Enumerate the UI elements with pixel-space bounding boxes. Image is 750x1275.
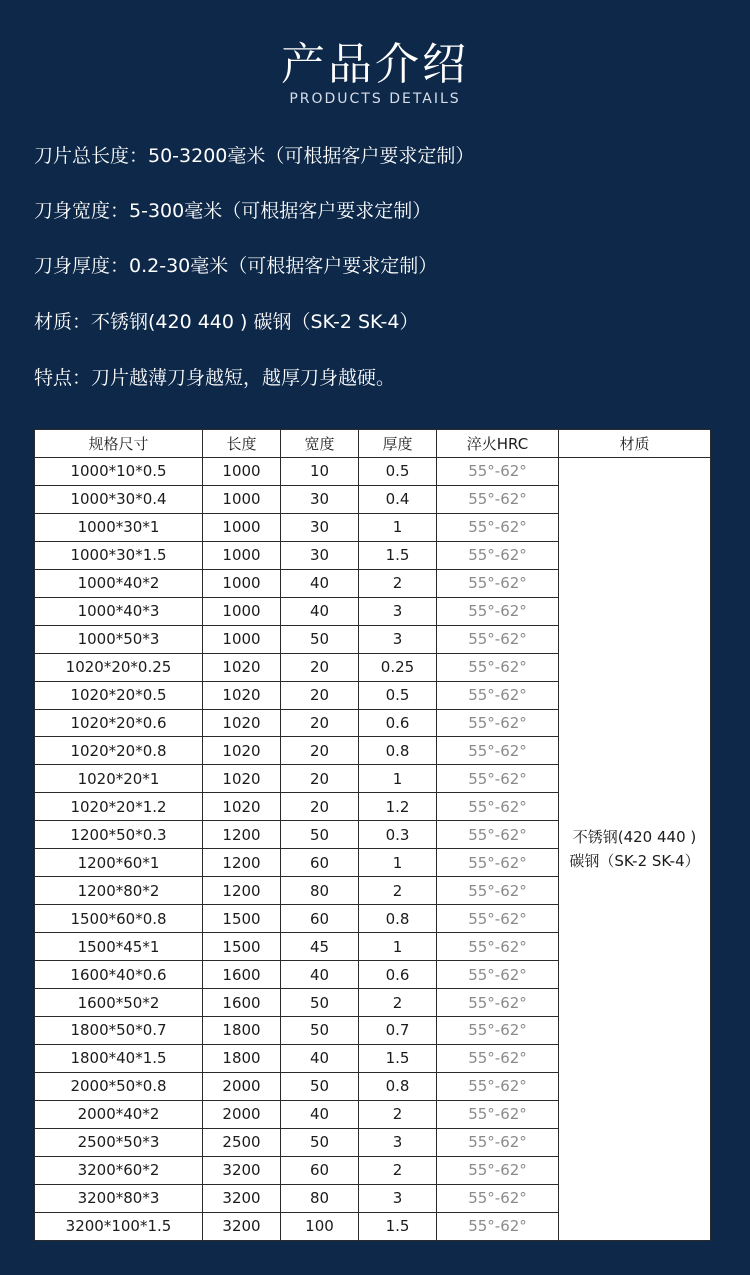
cell-length: 1500 [203,905,281,933]
cell-spec-size: 2000*40*2 [35,1100,203,1128]
cell-thickness: 1 [359,513,437,541]
cell-thickness: 3 [359,1128,437,1156]
cell-spec-size: 1600*40*0.6 [35,961,203,989]
cell-spec-size: 1000*10*0.5 [35,457,203,485]
cell-spec-size: 1200*80*2 [35,877,203,905]
cell-thickness: 1 [359,849,437,877]
cell-length: 1020 [203,737,281,765]
cell-length: 1600 [203,989,281,1017]
spec-blade-thickness: 刀身厚度：0.2-30毫米（可根据客户要求定制） [34,255,438,277]
cell-spec-size: 3200*60*2 [35,1156,203,1184]
table-row [35,457,711,485]
cell-length: 1020 [203,709,281,737]
cell-hrc: 55°-62° [437,597,559,625]
cell-length: 1000 [203,457,281,485]
page-title: 产品介绍 [281,39,469,90]
cell-hrc: 55°-62° [437,569,559,597]
header-hrc: 淬火HRC [437,430,559,458]
cell-thickness: 1 [359,933,437,961]
material-line-stainless: 不锈钢(420 440 ) [572,827,697,846]
cell-thickness: 1.2 [359,793,437,821]
cell-width: 60 [281,1156,359,1184]
cell-hrc: 55°-62° [437,1100,559,1128]
cell-thickness: 1.5 [359,1044,437,1072]
header-length: 长度 [203,430,281,458]
cell-thickness: 3 [359,625,437,653]
table-body [35,457,711,1240]
cell-width: 45 [281,933,359,961]
cell-length: 3200 [203,1184,281,1212]
cell-hrc: 55°-62° [437,1072,559,1100]
cell-thickness: 0.5 [359,681,437,709]
cell-hrc: 55°-62° [437,541,559,569]
cell-length: 2000 [203,1100,281,1128]
cell-width: 50 [281,821,359,849]
cell-width: 30 [281,485,359,513]
header-width: 宽度 [281,430,359,458]
cell-thickness: 2 [359,569,437,597]
cell-hrc: 55°-62° [437,737,559,765]
cell-length: 1200 [203,849,281,877]
cell-width: 50 [281,1128,359,1156]
cell-thickness: 3 [359,597,437,625]
cell-hrc: 55°-62° [437,765,559,793]
spec-material: 材质：不锈钢(420 440 ) 碳钢（SK-2 SK-4） [34,311,419,333]
cell-spec-size: 1000*30*1.5 [35,541,203,569]
header-material: 材质 [559,430,711,458]
cell-width: 10 [281,457,359,485]
cell-width: 80 [281,1184,359,1212]
cell-thickness: 2 [359,1100,437,1128]
spec-blade-length: 刀片总长度：50-3200毫米（可根据客户要求定制） [34,145,475,167]
cell-length: 1020 [203,793,281,821]
cell-width: 20 [281,681,359,709]
cell-length: 2000 [203,1072,281,1100]
cell-spec-size: 1800*40*1.5 [35,1044,203,1072]
cell-thickness: 0.6 [359,709,437,737]
cell-hrc: 55°-62° [437,1184,559,1212]
cell-thickness: 2 [359,877,437,905]
header-thickness: 厚度 [359,430,437,458]
cell-thickness: 2 [359,1156,437,1184]
cell-length: 1600 [203,961,281,989]
cell-thickness: 1.5 [359,1212,437,1240]
cell-hrc: 55°-62° [437,1017,559,1045]
cell-spec-size: 1500*45*1 [35,933,203,961]
cell-length: 1000 [203,597,281,625]
cell-spec-size: 1000*40*2 [35,569,203,597]
cell-thickness: 0.8 [359,1072,437,1100]
cell-length: 1200 [203,877,281,905]
cell-hrc: 55°-62° [437,625,559,653]
cell-thickness: 0.25 [359,653,437,681]
cell-hrc: 55°-62° [437,1044,559,1072]
cell-length: 1000 [203,541,281,569]
cell-hrc: 55°-62° [437,793,559,821]
cell-spec-size: 1000*50*3 [35,625,203,653]
cell-length: 1000 [203,569,281,597]
material-line-carbon: 碳钢（SK-2 SK-4） [569,851,700,870]
cell-width: 50 [281,1072,359,1100]
cell-hrc: 55°-62° [437,961,559,989]
cell-length: 1020 [203,653,281,681]
cell-spec-size: 1000*40*3 [35,597,203,625]
cell-width: 40 [281,597,359,625]
cell-spec-size: 1600*50*2 [35,989,203,1017]
cell-length: 1500 [203,933,281,961]
cell-spec-size: 1000*30*0.4 [35,485,203,513]
cell-width: 80 [281,877,359,905]
cell-width: 30 [281,541,359,569]
cell-spec-size: 1800*50*0.7 [35,1017,203,1045]
cell-length: 1020 [203,681,281,709]
cell-spec-size: 1020*20*0.5 [35,681,203,709]
cell-material [559,457,711,1240]
cell-hrc: 55°-62° [437,989,559,1017]
cell-hrc: 55°-62° [437,653,559,681]
cell-width: 40 [281,1100,359,1128]
cell-hrc: 55°-62° [437,513,559,541]
cell-hrc: 55°-62° [437,485,559,513]
cell-width: 50 [281,625,359,653]
cell-width: 40 [281,961,359,989]
cell-hrc: 55°-62° [437,1212,559,1240]
cell-thickness: 0.8 [359,905,437,933]
cell-length: 2500 [203,1128,281,1156]
spec-table [34,429,711,1241]
cell-length: 1020 [203,765,281,793]
cell-hrc: 55°-62° [437,709,559,737]
cell-spec-size: 1500*60*0.8 [35,905,203,933]
cell-hrc: 55°-62° [437,681,559,709]
cell-width: 40 [281,1044,359,1072]
cell-hrc: 55°-62° [437,457,559,485]
cell-hrc: 55°-62° [437,849,559,877]
page-subtitle: PRODUCTS DETAILS [289,91,461,107]
cell-thickness: 2 [359,989,437,1017]
cell-length: 1200 [203,821,281,849]
cell-width: 20 [281,709,359,737]
cell-width: 20 [281,793,359,821]
cell-spec-size: 3200*100*1.5 [35,1212,203,1240]
cell-hrc: 55°-62° [437,877,559,905]
cell-hrc: 55°-62° [437,933,559,961]
cell-width: 20 [281,737,359,765]
cell-width: 20 [281,765,359,793]
spec-blade-width: 刀身宽度：5-300毫米（可根据客户要求定制） [34,200,432,222]
cell-thickness: 0.7 [359,1017,437,1045]
cell-spec-size: 2500*50*3 [35,1128,203,1156]
cell-width: 50 [281,989,359,1017]
cell-thickness: 0.5 [359,457,437,485]
cell-width: 60 [281,905,359,933]
cell-thickness: 0.6 [359,961,437,989]
cell-width: 20 [281,653,359,681]
cell-spec-size: 1020*20*0.8 [35,737,203,765]
cell-spec-size: 2000*50*0.8 [35,1072,203,1100]
cell-length: 1800 [203,1017,281,1045]
cell-hrc: 55°-62° [437,1128,559,1156]
cell-spec-size: 1020*20*1.2 [35,793,203,821]
cell-thickness: 0.8 [359,737,437,765]
cell-length: 1000 [203,513,281,541]
cell-thickness: 1 [359,765,437,793]
cell-spec-size: 1020*20*0.25 [35,653,203,681]
cell-spec-size: 1020*20*1 [35,765,203,793]
cell-hrc: 55°-62° [437,821,559,849]
cell-length: 1000 [203,625,281,653]
cell-thickness: 3 [359,1184,437,1212]
cell-width: 50 [281,1017,359,1045]
cell-spec-size: 1020*20*0.6 [35,709,203,737]
cell-thickness: 1.5 [359,541,437,569]
cell-width: 40 [281,569,359,597]
cell-thickness: 0.4 [359,485,437,513]
cell-spec-size: 1200*50*0.3 [35,821,203,849]
cell-length: 3200 [203,1212,281,1240]
header-spec-size: 规格尺寸 [35,430,203,458]
cell-length: 1000 [203,485,281,513]
cell-hrc: 55°-62° [437,1156,559,1184]
spec-feature: 特点：刀片越薄刀身越短，越厚刀身越硬。 [34,367,396,389]
cell-hrc: 55°-62° [437,905,559,933]
cell-spec-size: 1200*60*1 [35,849,203,877]
cell-width: 60 [281,849,359,877]
table-header-row [35,430,711,458]
cell-length: 1800 [203,1044,281,1072]
cell-width: 100 [281,1212,359,1240]
cell-length: 3200 [203,1156,281,1184]
cell-spec-size: 3200*80*3 [35,1184,203,1212]
cell-width: 30 [281,513,359,541]
cell-spec-size: 1000*30*1 [35,513,203,541]
cell-thickness: 0.3 [359,821,437,849]
